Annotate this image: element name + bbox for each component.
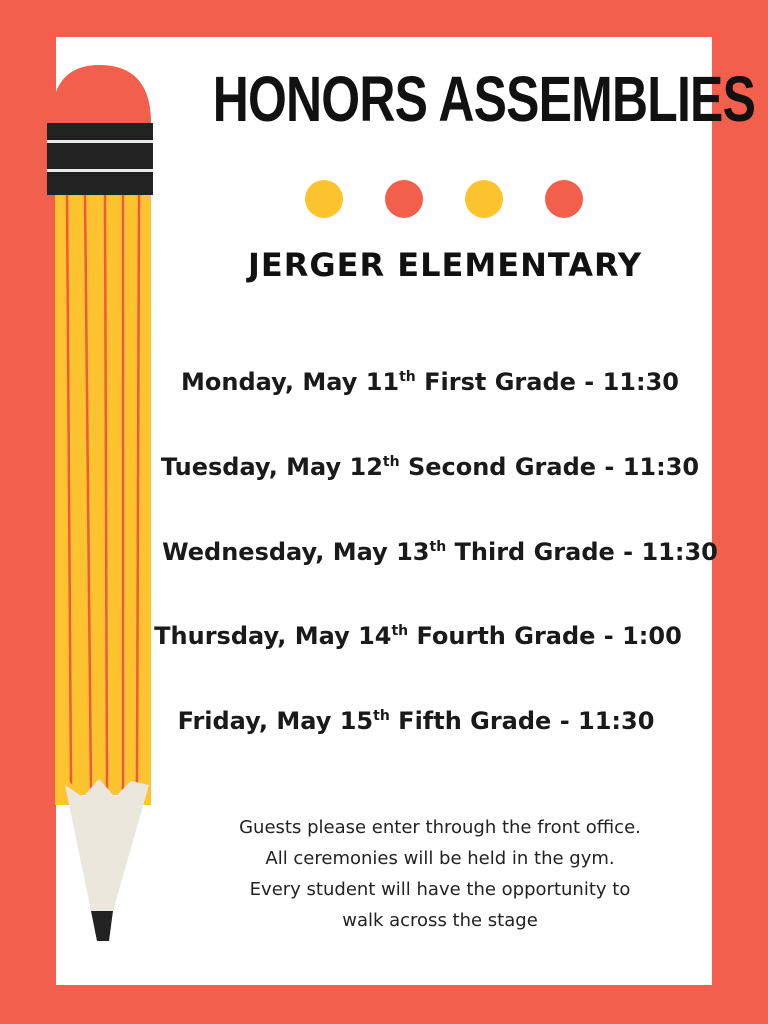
schedule-row-thursday: Thursday, May 14th Fourth Grade - 1:00 xyxy=(154,622,682,650)
pencil-icon xyxy=(47,65,153,945)
yellow-dot-icon xyxy=(465,180,503,218)
decorative-dots xyxy=(305,180,583,218)
schedule-row-monday: Monday, May 11th First Grade - 11:30 xyxy=(181,368,679,396)
school-name: JERGER ELEMENTARY xyxy=(247,246,643,284)
red-dot-icon xyxy=(545,180,583,218)
note-line: walk across the stage xyxy=(342,910,538,931)
note-line: Guests please enter through the front office. xyxy=(239,817,641,838)
note-line: All ceremonies will be held in the gym. xyxy=(265,848,615,869)
schedule-row-tuesday: Tuesday, May 12th Second Grade - 11:30 xyxy=(160,453,700,481)
guest-notes xyxy=(150,812,730,936)
yellow-dot-icon xyxy=(305,180,343,218)
page-title: HONORS ASSEMBLIES xyxy=(212,63,756,135)
note-line: Every student will have the opportunity to xyxy=(249,879,631,900)
schedule-row-wednesday: Wednesday, May 13th Third Grade - 11:30 xyxy=(162,538,718,566)
red-dot-icon xyxy=(385,180,423,218)
schedule-row-friday: Friday, May 15th Fifth Grade - 11:30 xyxy=(177,707,655,735)
